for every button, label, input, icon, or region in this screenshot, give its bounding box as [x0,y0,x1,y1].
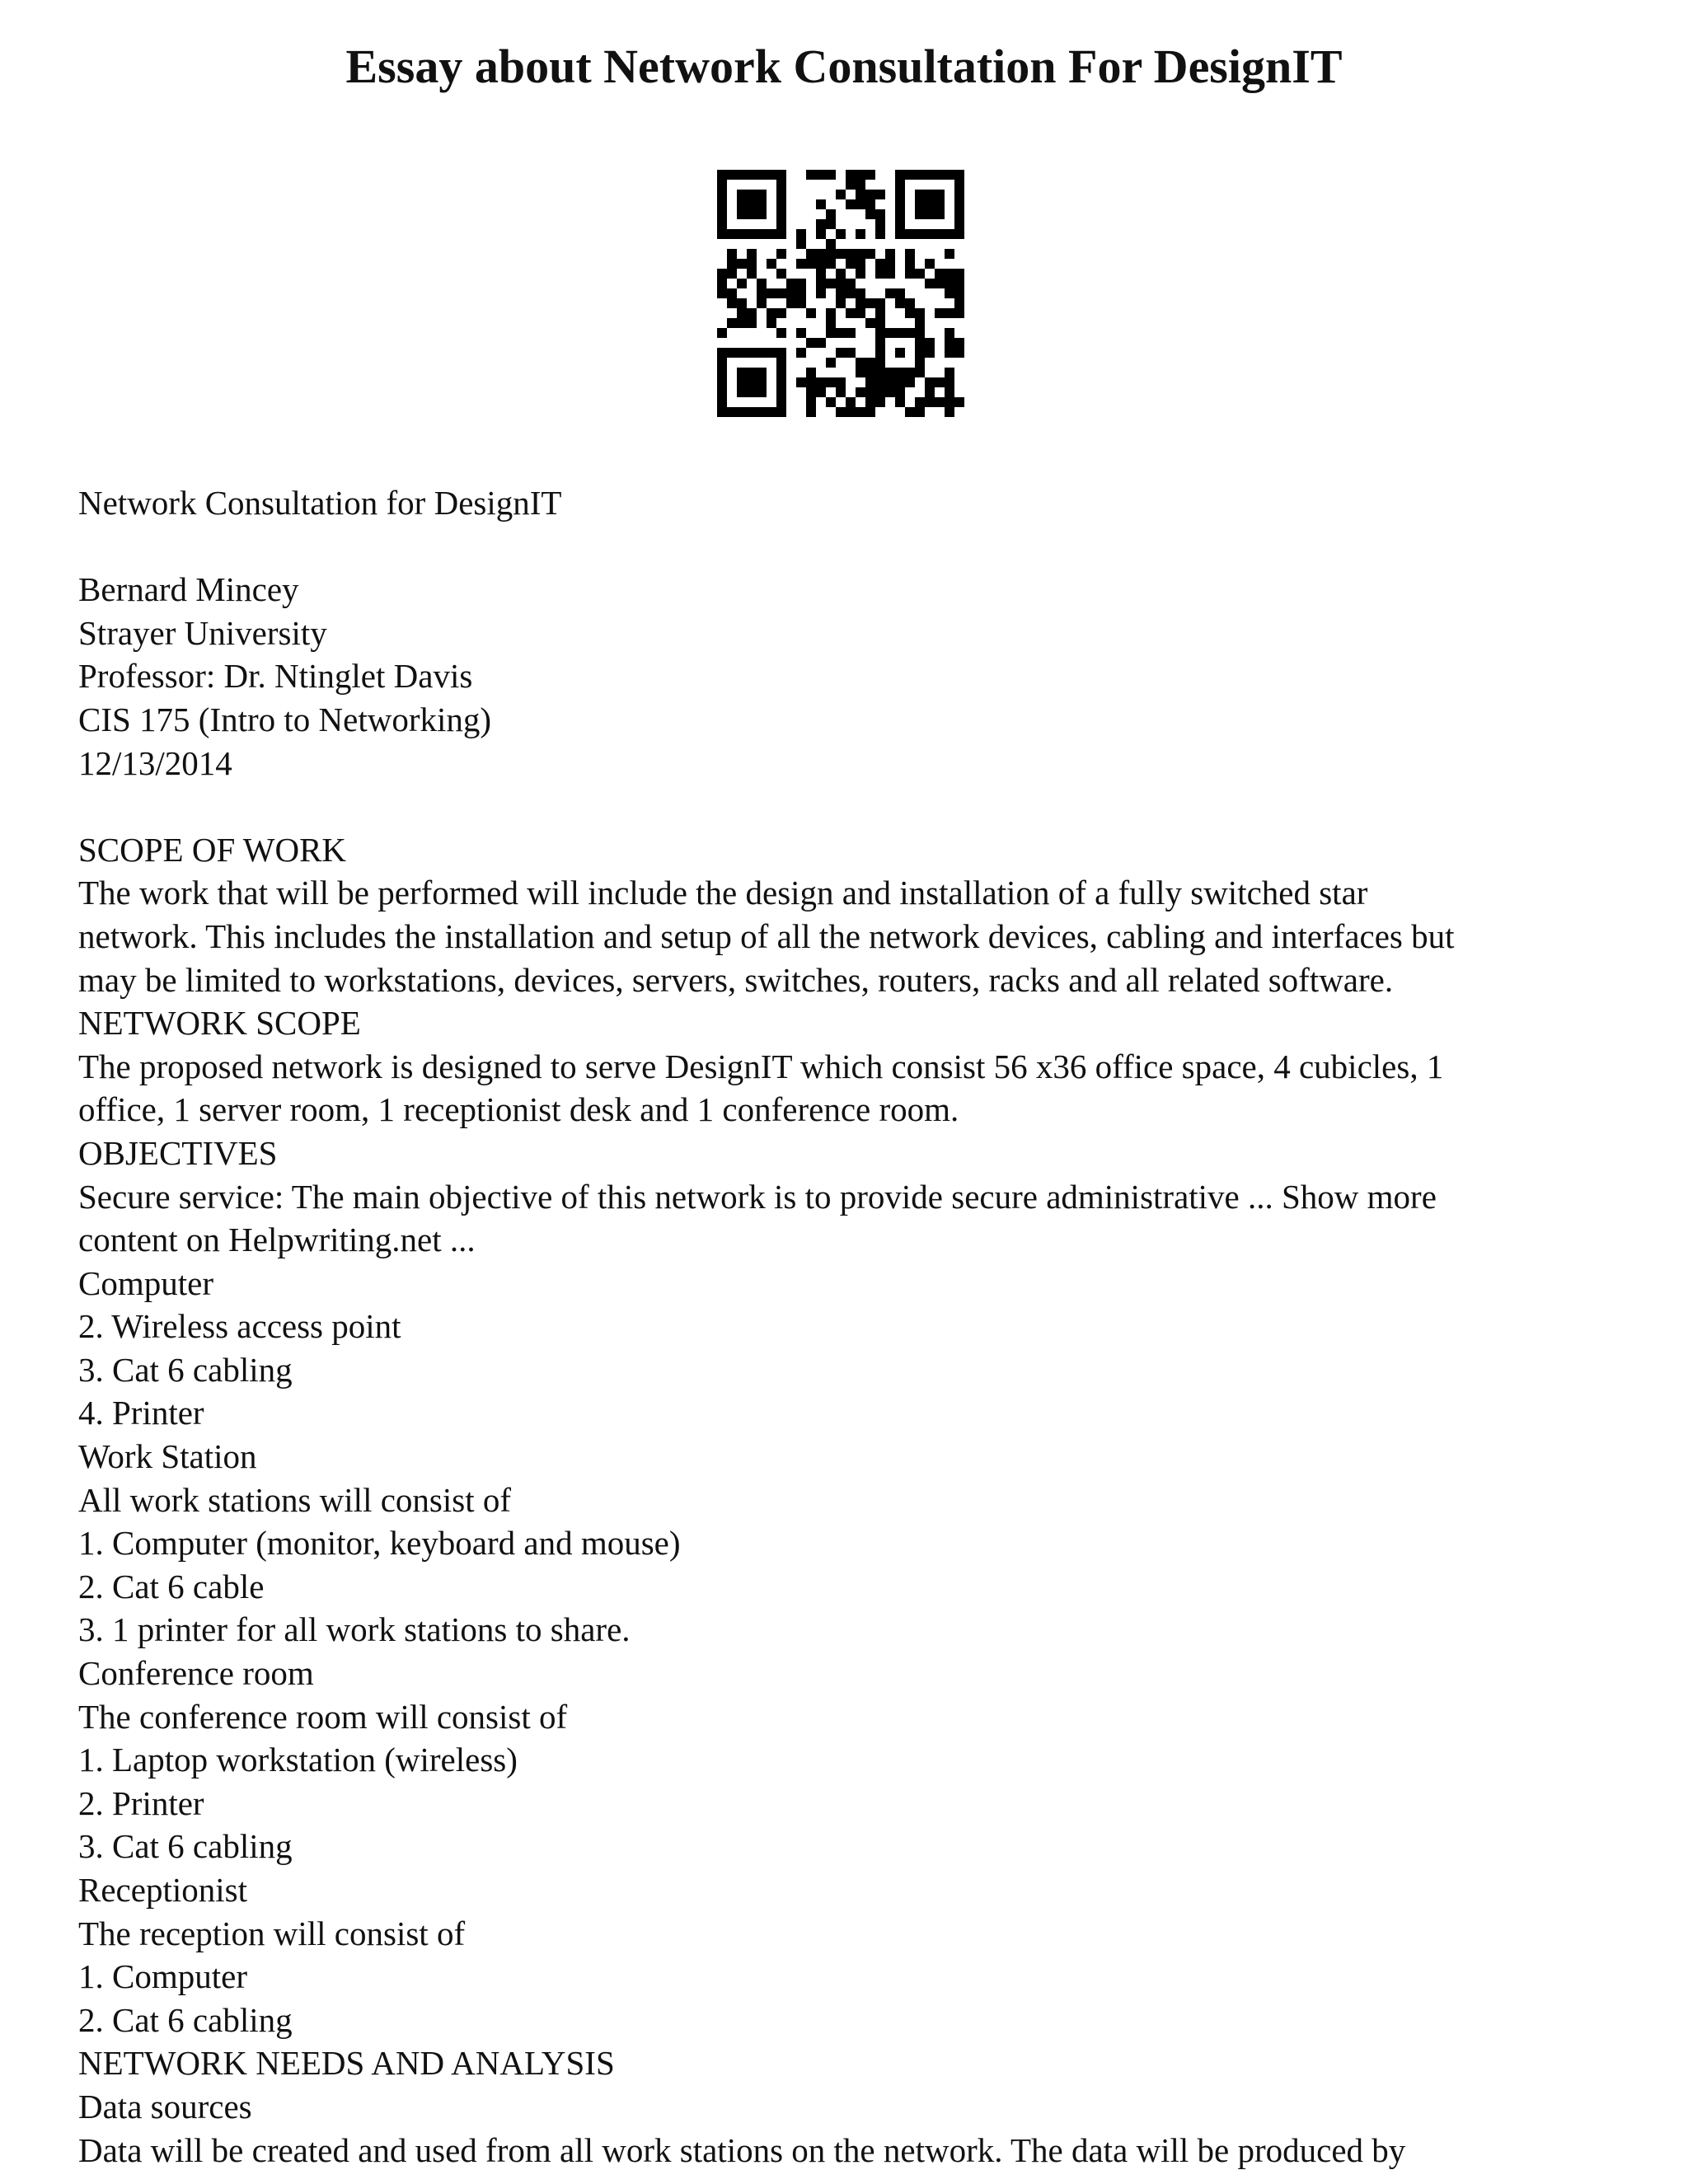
document-title: Essay about Network Consultation For DesignIT [345,40,1343,93]
author-name: Bernard Mincey [78,570,299,609]
essay-text [78,828,1628,2172]
essay-line: 2. Wireless access point [78,1307,401,1346]
essay-line: 1. Laptop workstation (wireless) [78,1741,518,1779]
qr-code [717,170,964,417]
essay-line: NETWORK SCOPE [78,1004,361,1043]
essay-line: OBJECTIVES [78,1133,278,1172]
essay-line: NETWORK NEEDS AND ANALYSIS [78,2044,615,2083]
doc-heading: Network Consultation for DesignIT [78,484,562,522]
essay-line: 2. Printer [78,1783,204,1822]
essay-line: The conference room will consist of [78,1697,568,1736]
essay-line: 4. Printer [78,1394,204,1432]
course-name: CIS 175 (Intro to Networking) [78,700,492,738]
school-name: Strayer University [78,613,327,652]
essay-line: The work that will be performed will include the design and installation of a fully switched star [78,874,1368,912]
spacer [78,785,1628,828]
essay-line: The reception will consist of [78,1914,466,1952]
document-body [78,481,1628,2172]
essay-line: Data sources [78,2087,252,2125]
essay-line: Conference room [78,1654,314,1693]
essay-line: content on Helpwriting.net ... [78,1221,476,1259]
essay-line: 2. Cat 6 cable [78,1567,265,1605]
essay-line: 3. Cat 6 cabling [78,1827,293,1866]
essay-line: Secure service: The main objective of this network is to provide secure administrative ... Show more [78,1177,1437,1216]
essay-line: Work Station [78,1437,257,1476]
essay-line: may be limited to workstations, devices, servers, switches, routers, racks and all related software. [78,960,1394,999]
essay-line: 3. Cat 6 cabling [78,1350,293,1389]
essay-line: All work stations will consist of [78,1480,512,1519]
essay-line: 3. 1 printer for all work stations to share. [78,1610,631,1649]
essay-line: SCOPE OF WORK [78,830,347,869]
qr-code-image [717,170,964,417]
essay-line: office, 1 server room, 1 receptionist desk and 1 conference room. [78,1090,959,1129]
spacer [78,525,1628,569]
date-line: 12/13/2014 [78,743,232,782]
essay-line: Receptionist [78,1871,247,1909]
essay-line: The proposed network is designed to serve DesignIT which consist 56 x36 office space, 4 cubicles, 1 [78,1047,1444,1085]
essay-line: network. This includes the installation and setup of all the network devices, cabling and interfaces but [78,916,1455,955]
essay-line: 1. Computer (monitor, keyboard and mouse) [78,1524,681,1563]
essay-line: 2. Cat 6 cabling [78,2000,293,2039]
essay-line: Computer [78,1263,213,1302]
professor-name: Professor: Dr. Ntinglet Davis [78,657,473,696]
essay-line: Data will be created and used from all work stations on the network. The data will be produced by [78,2130,1406,2169]
essay-line: 1. Computer [78,1957,247,1996]
